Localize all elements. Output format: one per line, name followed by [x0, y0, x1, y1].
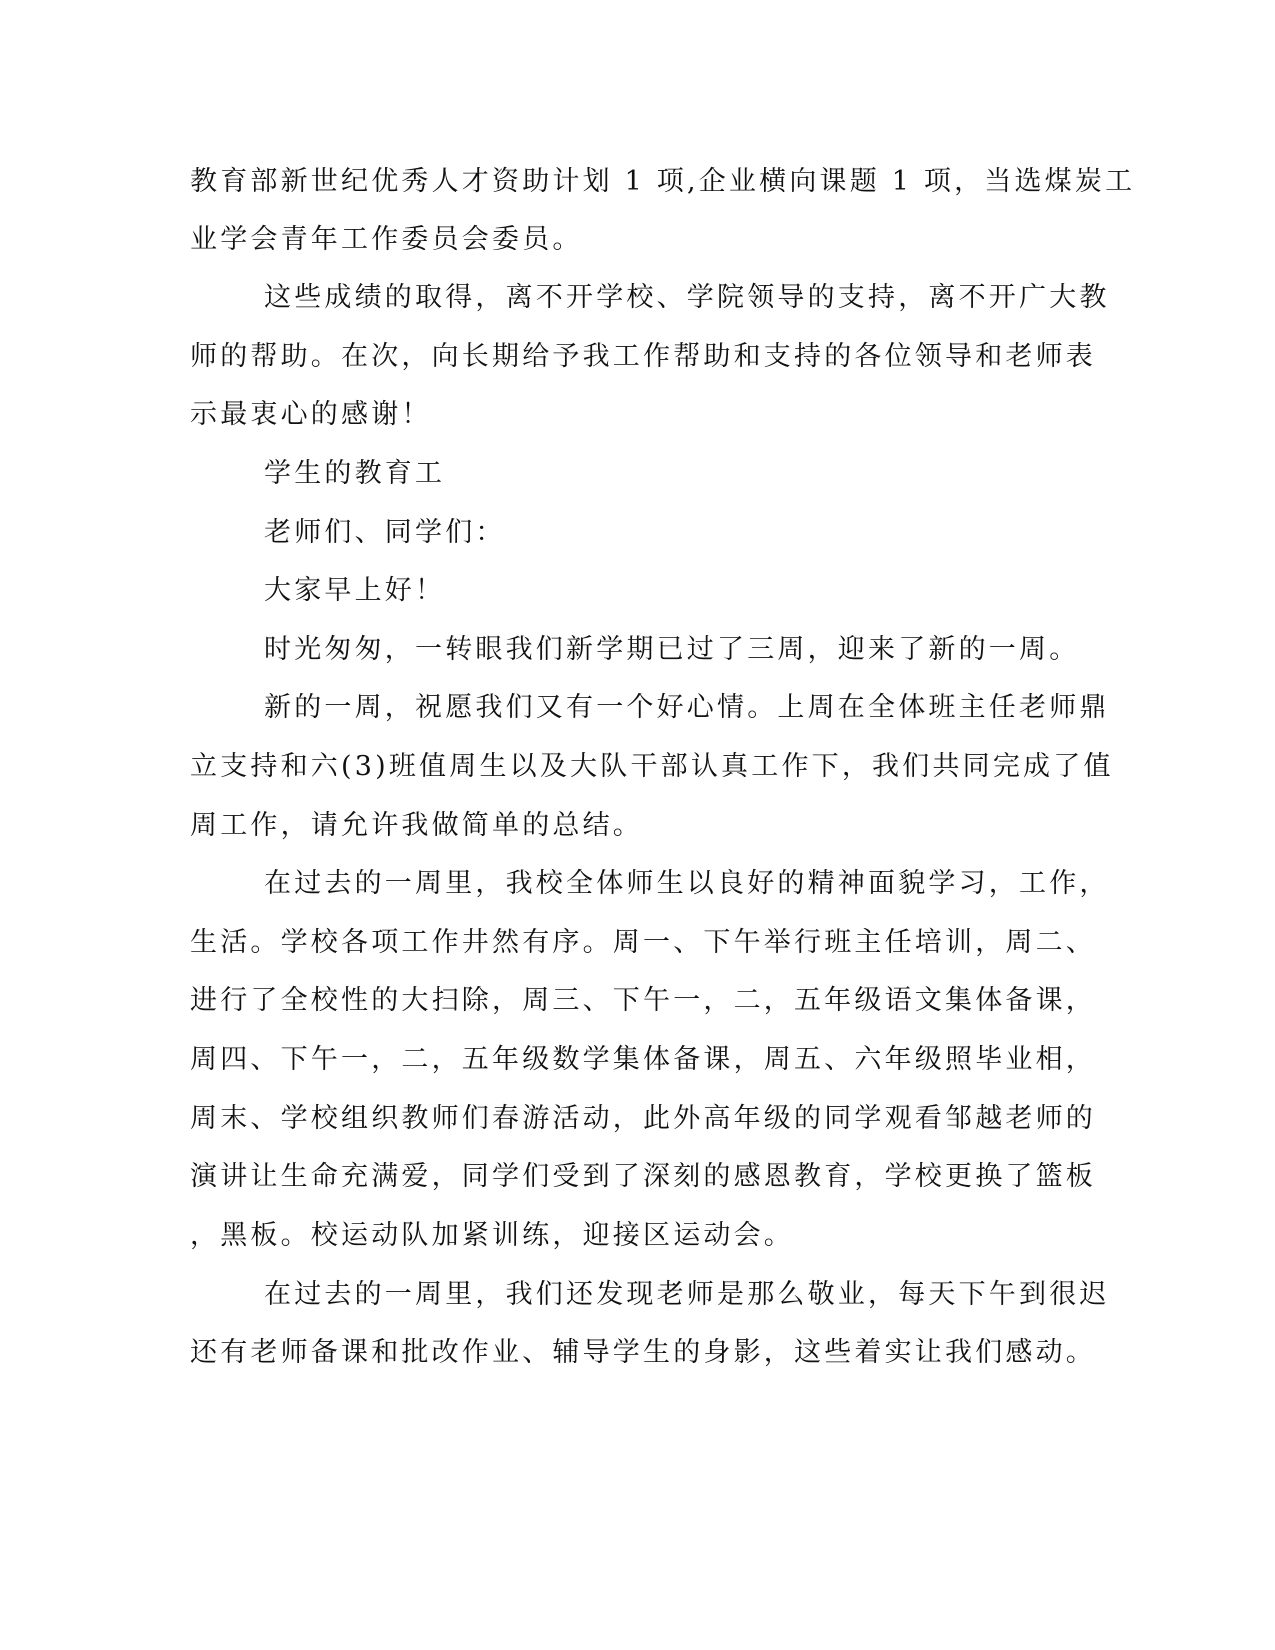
- text-line-21: 还有老师备课和批改作业、辅导学生的身影，这些着实让我们感动。: [190, 1337, 1096, 1368]
- text-line-17: 周末、学校组织教师们春游活动，此外高年级的同学观看邹越老师的: [190, 1103, 1096, 1134]
- text-line-18: 演讲让生命充满爱，同学们受到了深刻的感恩教育，学校更换了篮板: [190, 1161, 1096, 1192]
- paragraph-start: 在过去的一周里，我校全体师生以良好的精神面貌学习，工作，: [264, 868, 1110, 899]
- text-line-11: 立支持和六(3)班值周生以及大队干部认真工作下，我们共同完成了值: [190, 751, 1114, 782]
- paragraph-start: 新的一周，祝愿我们又有一个好心情。上周在全体班主任老师鼎: [264, 692, 1110, 723]
- text-line-5: 示最衷心的感谢！: [190, 399, 432, 430]
- greeting: 大家早上好！: [264, 575, 446, 606]
- salutation: 老师们、同学们：: [264, 517, 506, 548]
- text-line-2: 业学会青年工作委员会委员。: [190, 224, 583, 255]
- text-line-12: 周工作，请允许我做简单的总结。: [190, 810, 643, 841]
- paragraph-start: 这些成绩的取得，离不开学校、学院领导的支持，离不开广大教: [264, 282, 1110, 313]
- section-heading: 学生的教育工: [264, 458, 446, 489]
- text-line-16: 周四、下午一，二，五年级数学集体备课，周五、六年级照毕业相，: [190, 1044, 1096, 1075]
- text-line-14: 生活。学校各项工作井然有序。周一、下午举行班主任培训，周二、: [190, 927, 1096, 958]
- paragraph-start: 在过去的一周里，我们还发现老师是那么敬业，每天下午到很迟: [264, 1279, 1110, 1310]
- text-line-19: ，黑板。校运动队加紧训练，迎接区运动会。: [190, 1220, 794, 1251]
- text-line-4: 师的帮助。在次，向长期给予我工作帮助和支持的各位领导和老师表: [190, 341, 1096, 372]
- text-line-15: 进行了全校性的大扫除，周三、下午一，二，五年级语文集体备课，: [190, 985, 1096, 1016]
- paragraph-start: 时光匆匆，一转眼我们新学期已过了三周，迎来了新的一周。: [264, 634, 1080, 665]
- text-line-1: 教育部新世纪优秀人才资助计划 1 项,企业横向课题 1 项，当选煤炭工: [190, 166, 1136, 197]
